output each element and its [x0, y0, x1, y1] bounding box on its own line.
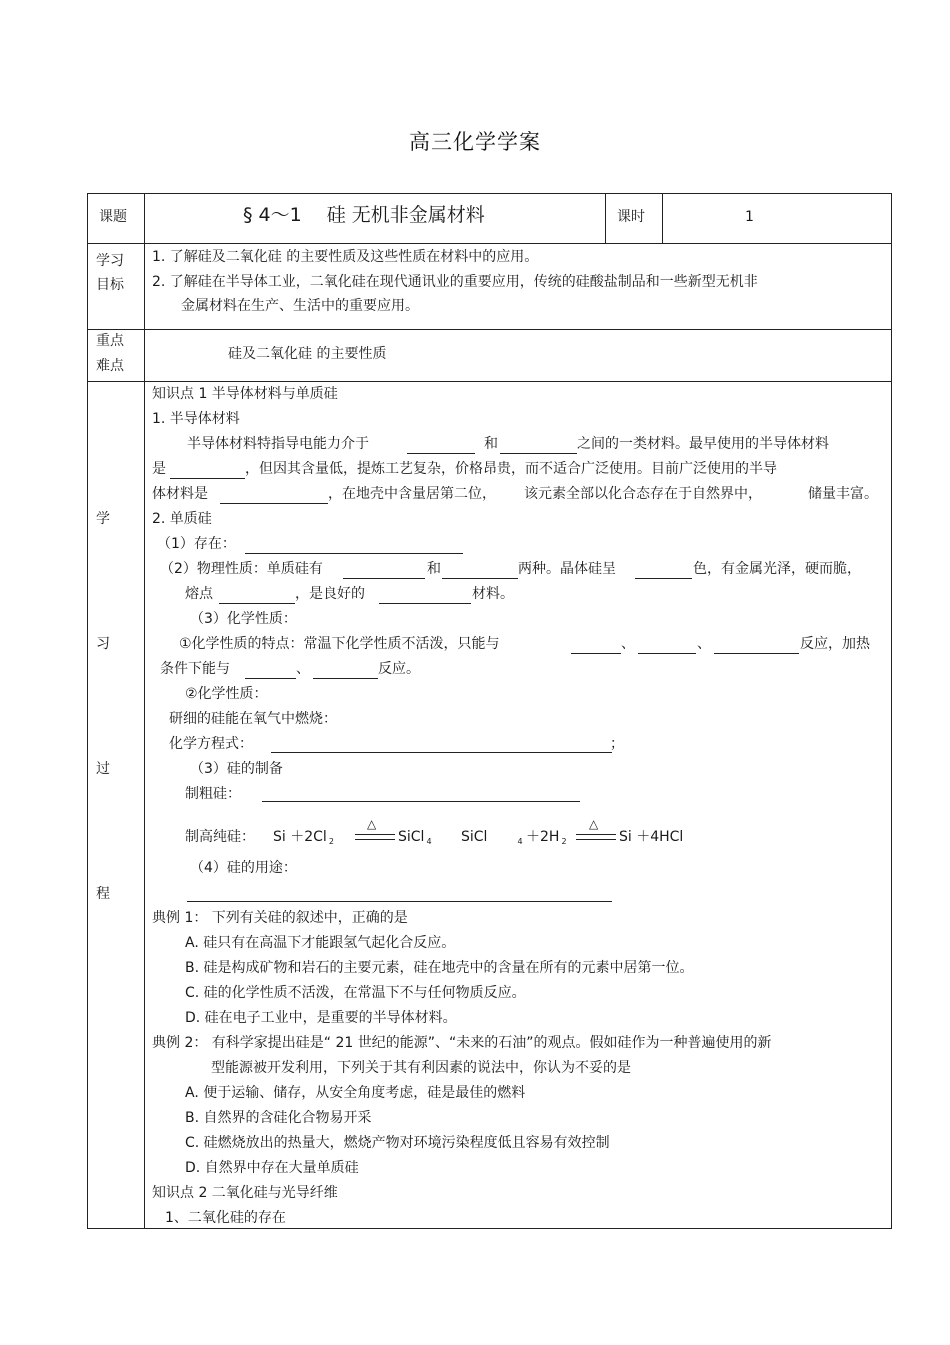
- blank[interactable]: [245, 553, 463, 554]
- pure-silicon-label: 制高纯硅：: [185, 829, 255, 845]
- column-divider: [662, 193, 663, 243]
- chem-sep: 、: [697, 636, 711, 652]
- example-2-option-b: B. 自然界的含硅化合物易开采: [185, 1110, 372, 1126]
- topic-value: § 4～1 硅 无机非金属材料: [243, 204, 485, 226]
- goal-item-2-line2: 金属材料在生产、生活中的重要应用。: [181, 298, 419, 314]
- section-2-title: 2. 单质硅: [152, 511, 212, 527]
- column-divider: [605, 193, 606, 243]
- heat-icon: △: [589, 817, 599, 831]
- row-divider: [87, 381, 892, 382]
- chem-props-label: ②化学性质：: [185, 686, 268, 702]
- blank[interactable]: [638, 653, 696, 654]
- melting-c: 材料。: [472, 586, 514, 602]
- equation-2-left: SiCl $_4$: [461, 829, 523, 846]
- physical-props-d: 色，有金属光泽，硬而脆，: [693, 561, 861, 577]
- row-divider: [87, 243, 892, 244]
- example-1-option-b: B. 硅是构成矿物和岩石的主要元素，硅在地壳中的含量在所有的元素中居第一位。: [185, 960, 694, 976]
- chem-heat-b: 反应。: [378, 661, 420, 677]
- blank[interactable]: [407, 453, 475, 454]
- equation-2-mid: ＋2H $_2$: [526, 829, 567, 846]
- blank[interactable]: [379, 603, 471, 604]
- s1-line2-a: 是: [152, 461, 166, 477]
- keypoints-text: 硅及二氧化硅 的主要性质: [228, 346, 387, 362]
- example-2-option-c: C. 硅燃烧放出的热量大，燃烧产物对环境污染程度低且容易有效控制: [185, 1135, 610, 1151]
- equation-label: 化学方程式：: [169, 736, 253, 752]
- blank[interactable]: [500, 453, 577, 454]
- burning-text: 研细的硅能在氧气中燃烧：: [169, 711, 337, 727]
- chem-feature-a: ①化学性质的特点：常温下化学性质不活泼，只能与: [179, 636, 500, 652]
- melting-b: ，是良好的: [295, 586, 365, 602]
- goal-item-2-line1: 2. 了解硅在半导体工业，二氧化硅在现代通讯业的重要应用，传统的硅酸盐制品和一些新型无机非: [152, 274, 758, 290]
- physical-props-a: （2）物理性质：单质硅有: [160, 561, 323, 577]
- uses-label: （4）硅的用途：: [190, 860, 297, 876]
- blank[interactable]: [187, 901, 612, 902]
- s1-line3-c: 该元素全部以化合态存在于自然界中，: [524, 486, 762, 502]
- example-2-question-line1: 典例 2： 有科学家提出硅是“ 21 世纪的能源”、“未来的石油”的观点。假如硅作为一种普遍使用的新: [152, 1035, 772, 1051]
- goals-label-line1: 学习: [96, 253, 124, 269]
- existence-label: （1）存在：: [157, 536, 236, 552]
- physical-props-c: 两种。晶体硅呈: [518, 561, 616, 577]
- example-1-question: 典例 1： 下列有关硅的叙述中，正确的是: [152, 910, 408, 926]
- blank[interactable]: [220, 503, 328, 504]
- crude-silicon-label: 制粗硅：: [185, 786, 241, 802]
- blank[interactable]: [343, 578, 425, 579]
- example-1-option-a: A. 硅只有在高温下才能跟氢气起化合反应。: [185, 935, 456, 951]
- section-1-title: 1. 半导体材料: [152, 411, 240, 427]
- keypoints-label-line1: 重点: [96, 333, 124, 349]
- column-divider: [144, 193, 145, 1228]
- blank[interactable]: [714, 653, 799, 654]
- equals-sign: [576, 834, 616, 840]
- preparation-title: （3）硅的制备: [190, 761, 283, 777]
- blank[interactable]: [262, 801, 580, 802]
- blank[interactable]: [219, 603, 295, 604]
- keypoints-label-line2: 难点: [96, 358, 124, 374]
- s1-line3-b: ，在地壳中含量居第二位，: [328, 486, 496, 502]
- s1-line1-a: 半导体材料特指导电能力介于: [187, 436, 369, 452]
- melting-a: 熔点: [185, 586, 213, 602]
- s1-line3-d: 储量丰富。: [808, 486, 878, 502]
- chem-heat-a: 条件下能与: [160, 661, 230, 677]
- topic-label: 课题: [99, 209, 127, 225]
- equals-sign: [355, 834, 395, 840]
- physical-props-b: 和: [427, 561, 441, 577]
- process-label-char: 学: [96, 511, 110, 527]
- example-2-option-d: D. 自然界中存在大量单质硅: [185, 1160, 359, 1176]
- s1-line3-a: 体材料是: [152, 486, 208, 502]
- equation-1-left: Si ＋2Cl $_2$: [273, 829, 334, 846]
- page-title: 高三化学学案: [409, 130, 541, 154]
- blank[interactable]: [271, 752, 612, 753]
- example-1-option-d: D. 硅在电子工业中，是重要的半导体材料。: [185, 1010, 457, 1026]
- blank[interactable]: [571, 653, 621, 654]
- process-label-char: 程: [96, 886, 110, 902]
- equation-2-right: Si ＋4HCl: [619, 829, 684, 845]
- period-label: 课时: [617, 209, 645, 225]
- goals-label-line2: 目标: [96, 277, 124, 293]
- blank[interactable]: [442, 578, 518, 579]
- heat-icon: △: [367, 817, 377, 831]
- goal-item-1: 1. 了解硅及二氧化硅 的主要性质及这些性质在材料中的应用。: [152, 249, 539, 265]
- example-1-option-c: C. 硅的化学性质不活泼，在常温下不与任何物质反应。: [185, 985, 526, 1001]
- s1-line2-b: ，但因其含量低，提炼工艺复杂，价格昂贵，而不适合广泛使用。目前广泛使用的半导: [245, 461, 777, 477]
- example-2-question-line2: 型能源被开发利用，下列关于其有利因素的说法中，你认为不妥的是: [211, 1060, 631, 1076]
- process-label-char: 过: [96, 761, 110, 777]
- chem-props-title: （3）化学性质：: [190, 611, 297, 627]
- period-value: 1: [745, 209, 754, 225]
- row-divider: [87, 329, 892, 330]
- blank[interactable]: [313, 678, 378, 679]
- example-2-option-a: A. 便于运输、储存，从安全角度考虑，硅是最佳的燃料: [185, 1085, 526, 1101]
- blank[interactable]: [170, 478, 245, 479]
- blank[interactable]: [635, 578, 692, 579]
- chem-sep: 、: [621, 636, 635, 652]
- kp1-title: 知识点 1 半导体材料与单质硅: [152, 386, 338, 402]
- blank[interactable]: [245, 678, 296, 679]
- s1-line1-b: 和: [484, 436, 498, 452]
- chem-sep: 、: [296, 661, 310, 677]
- equation-1-right: SiCl $_4$: [398, 829, 432, 846]
- s1-line1-c: 之间的一类材料。最早使用的半导体材料: [577, 436, 829, 452]
- kp2-section-1: 1、二氧化硅的存在: [165, 1210, 286, 1226]
- process-label-char: 习: [96, 636, 110, 652]
- chem-feature-b: 反应，加热: [800, 636, 870, 652]
- equation-end: ；: [610, 736, 624, 752]
- kp2-title: 知识点 2 二氧化硅与光导纤维: [152, 1185, 338, 1201]
